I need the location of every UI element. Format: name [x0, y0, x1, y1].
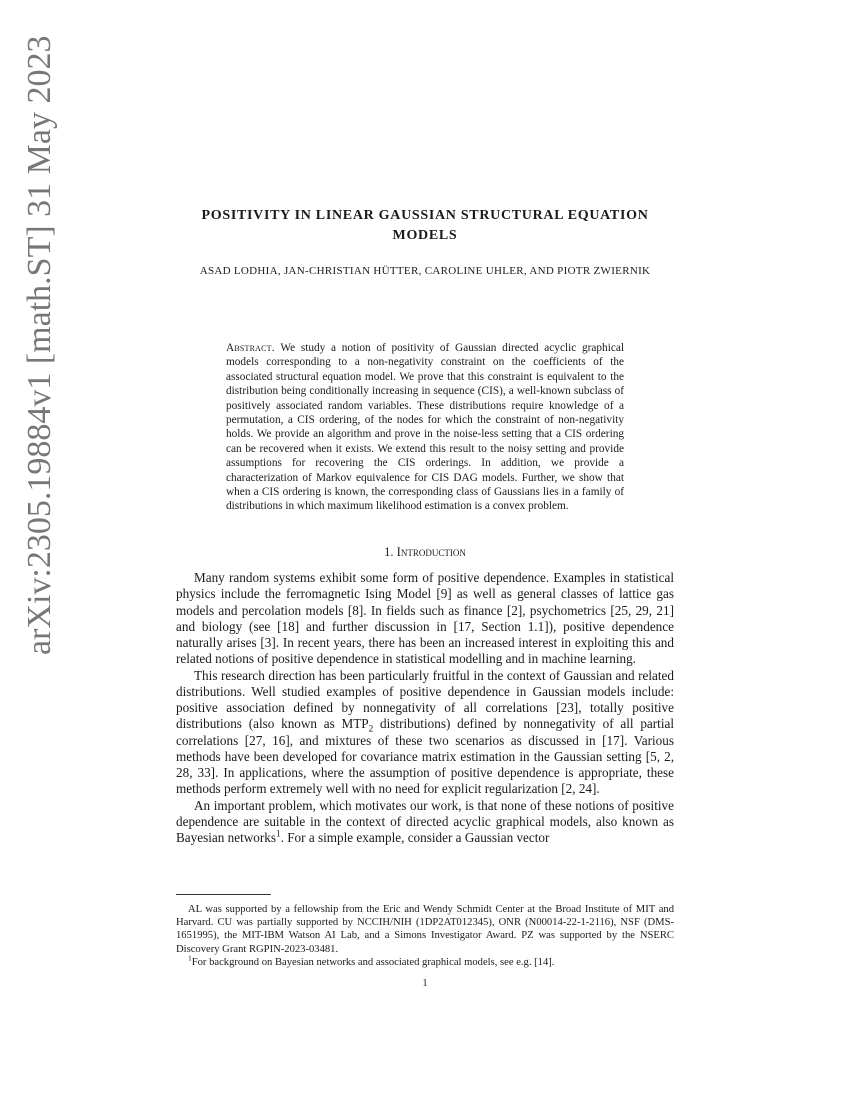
- footnotes: [176, 903, 674, 969]
- paragraph-3-part-b: . For a simple example, consider a Gaussian vector: [280, 830, 550, 845]
- footnote-ref-1: 1: [275, 828, 281, 839]
- section-title: Introduction: [396, 545, 466, 559]
- paragraph-3-part-a: An important problem, which motivates our work, is that none of these notions of positive dependence are suitable in the context of directed acyclic graphical models, also known as Bayesian networks: [176, 797, 674, 845]
- section-heading: [170, 545, 680, 560]
- title-line-2: MODELS: [392, 228, 458, 243]
- title-line-1: POSITIVITY IN LINEAR GAUSSIAN STRUCTURAL EQUATION: [201, 208, 649, 223]
- footnote-1-mark: 1: [188, 953, 192, 963]
- footnote-1: [176, 953, 674, 969]
- paragraph-2-part-b: distributions) defined by nonnegativity of all partial correlations [27, 16], and mixtures of these two scenarios as discussed in [17]. Various methods have been developed for covariance matrix estimation in the Gaussian setting [5, 2, 28, 33]. In applications, where the assumption of positive dependence is appropriate, these methods perform extremely well with no need for explicit regularization [2, 24].: [176, 716, 675, 797]
- paper-title: [170, 206, 680, 246]
- paragraph-1: Many random systems exhibit some form of positive dependence. Examples in statistical physics include the ferromagnetic Ising Model [9] as well as general classes of lattice gas models and percolation models [8]. In fields such as finance [2], psychometrics [25, 29, 21] and biology (see [18] and further discussion in [17, Section 1.1]), positive dependence naturally arises [3]. In recent years, there has been an increased interest in exploiting this and related notions of positive dependence in statistical modelling and in machine learning.: [176, 570, 674, 667]
- abstract: [226, 341, 624, 514]
- mtp-subscript: 2: [368, 723, 374, 734]
- paragraph-2: [176, 668, 674, 798]
- footnote-1-text: For background on Bayesian networks and associated graphical models, see e.g. [14].: [191, 956, 555, 968]
- paragraph-3: [176, 798, 674, 847]
- section-number: 1.: [384, 545, 394, 559]
- paragraph-2-part-a: This research direction has been particularly fruitful in the context of Gaussian and related distributions. Well studied examples of positive dependence in Gaussian models include: positive association defined by nonnegativity of all correlations [23], totally positive distributions (also known as MTP: [176, 667, 674, 732]
- footnote-rule: [176, 894, 271, 895]
- introduction-body: [176, 570, 674, 846]
- abstract-heading: Abstract.: [226, 342, 275, 354]
- author-list: ASAD LODHIA, JAN-CHRISTIAN HÜTTER, CAROLINE UHLER, AND PIOTR ZWIERNIK: [199, 265, 651, 277]
- arxiv-identifier-stamp: arXiv:2305.19884v1 [math.ST] 31 May 2023: [21, 35, 58, 655]
- funding-note: AL was supported by a fellowship from the Eric and Wendy Schmidt Center at the Broad Institute of MIT and Harvard. CU was partially supported by NCCIH/NIH (1DP2AT012345), ONR (N00014-22-1-2116), NSF (DMS-1651995), the MIT-IBM Watson AI Lab, and a Simons Investigator Award. PZ was supported by the NSERC Discovery Grant RGPIN-2023-03481.: [176, 904, 674, 955]
- abstract-text: We study a notion of positivity of Gaussian directed acyclic graphical models corresponding to a non-negativity constraint on the coefficients of the associated structural equation model. We prove that this constraint is equivalent to the distribution being conditionally increasing in sequence (CIS), a well-known subclass of positively associated random variables. These distributions require knowledge of a permutation, a CIS ordering, of the nodes for which the constraint of non-negativity holds. We provide an algorithm and prove in the noise-less setting that a CIS ordering can be recovered when it exists. We extend this result to the noisy setting and provide assumptions for recovering the CIS orderings. In addition, we provide a characterization of Markov equivalence for CIS DAG models. Further, we show that when a CIS ordering is known, the corresponding class of Gaussians lies in a family of distributions in which maximum likelihood estimation is a convex problem.: [226, 342, 625, 513]
- page-number: 1: [422, 978, 428, 989]
